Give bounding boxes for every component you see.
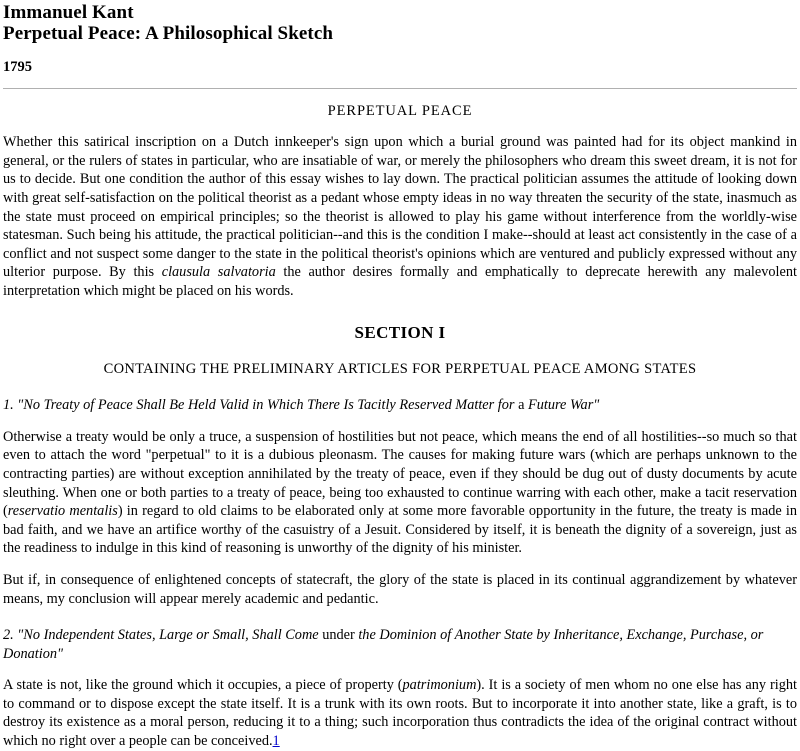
article-2-number: 2. xyxy=(3,627,14,644)
article-1-title-roman-word: a xyxy=(518,397,525,414)
article-2-title-part1: "No Independent States, Large or Small, Shall Come xyxy=(13,627,323,644)
article-1-p2-part1: But if, in consequence of enlightened concepts of statecraft, the glory of the state is placed in its continual aggrandizement by whatever means, my conclusion will appear merely academic and pedantic. xyxy=(3,571,797,607)
article-2-title-part2: the Dominion of Another State by Inheritance, Exchange, Purchase, or Donation" xyxy=(3,627,764,662)
page-title xyxy=(3,0,797,45)
article-1-heading xyxy=(3,396,797,415)
section-subheading: CONTAINING THE PRELIMINARY ARTICLES FOR PERPETUAL PEACE AMONG STATES xyxy=(103,360,697,377)
article-1-paragraph-1 xyxy=(3,428,797,558)
article-2-p1-latin-phrase: patrimonium xyxy=(402,677,477,694)
publication-date: 1795 xyxy=(3,58,32,75)
title-author-line: Immanuel Kant xyxy=(3,2,134,23)
footnote-link-1[interactable]: 1 xyxy=(272,732,280,749)
article-1-paragraph-2 xyxy=(3,571,797,608)
article-1-p1-latin-phrase: reservatio mentalis xyxy=(7,503,118,520)
article-1-number: 1. xyxy=(3,397,14,414)
article-2-p1-part2: ). It is a society of men whom no one else has any right to command or to dispose except the state itself. It is a trunk with its own roots. But to incorporate it into another state, like a graft, is to destroy its existence as a moral person, reducing it to a thing; such incorporation thus contradicts the idea of the original contract without which no right over a people can be conceived. xyxy=(3,677,797,749)
preface-latin-phrase: clausula salvatoria xyxy=(161,264,276,281)
section-heading: SECTION I xyxy=(354,322,446,342)
preface-paragraph xyxy=(3,133,797,300)
article-1-title-part2: Future War" xyxy=(524,397,600,414)
title-work-line: Perpetual Peace: A Philosophical Sketch xyxy=(3,23,334,45)
article-1-p1-part1: Otherwise a treaty would be only a truce, a suspension of hostilities but not peace, which means the end of all hostilities--so much so that even to attach the word "perpetual" to it is a dubious pleonasm. The causes for making future wars (which are perhaps unknown to the contracting parties) are without exception annihilated by the treaty of peace, even if they should be dug out of dusty documents by acute sleuthing. When one or both parties to a treaty of peace, being too exhausted to continue warring with each other, make a tacit reservation ( xyxy=(3,428,797,520)
article-2-title-roman-word: under xyxy=(322,627,355,644)
article-2-paragraph-1 xyxy=(3,676,797,750)
preface-text-part1: Whether this satirical inscription on a Dutch innkeeper's sign upon which a burial ground was painted had for its object mankind in general, or the rulers of states in particular, who are insatiable of war, or merely the philosophers who dream this sweet dream, it is not for us to decide. But one condition the author of this essay wishes to lay down. The practical politician assumes the attitude of looking down with great self-satisfaction on the political theorist as a pedant whose empty ideas in no way threaten the security of the state, inasmuch as the state must proceed on empirical principles; so the theorist is allowed to play his game without interference from the worldly-wise statesman. Such being his attitude, the practical politician--and this is the condition I make--should at least act consistently in the case of a conflict and not suspect some danger to the state in the political theorist's opinions which are ventured and publicly expressed without any ulterior purpose. By this xyxy=(3,134,797,281)
header-divider xyxy=(3,88,797,89)
article-1-p1-part2: ) in regard to old claims to be elaborated only at some more favorable opportunity in the future, the treaty is made in bad faith, and we have an artifice worthy of the casuistry of a Jesuit. Considered by itself, it is beneath the dignity of a sovereign, just as the readiness to indulge in this kind of reasoning is unworthy of the dignity of his minister. xyxy=(3,503,797,557)
article-2-p1-part1: A state is not, like the ground which it occupies, a piece of property ( xyxy=(3,677,403,694)
preface-text-part2: the author desires formally and emphatically to deprecate herewith any malevolent interpretation which might be placed on his words. xyxy=(3,264,797,299)
article-2-heading xyxy=(3,626,797,663)
running-title: PERPETUAL PEACE xyxy=(327,102,473,119)
article-1-title-part1: "No Treaty of Peace Shall Be Held Valid in Which There Is Tacitly Reserved Matter for xyxy=(13,397,519,414)
